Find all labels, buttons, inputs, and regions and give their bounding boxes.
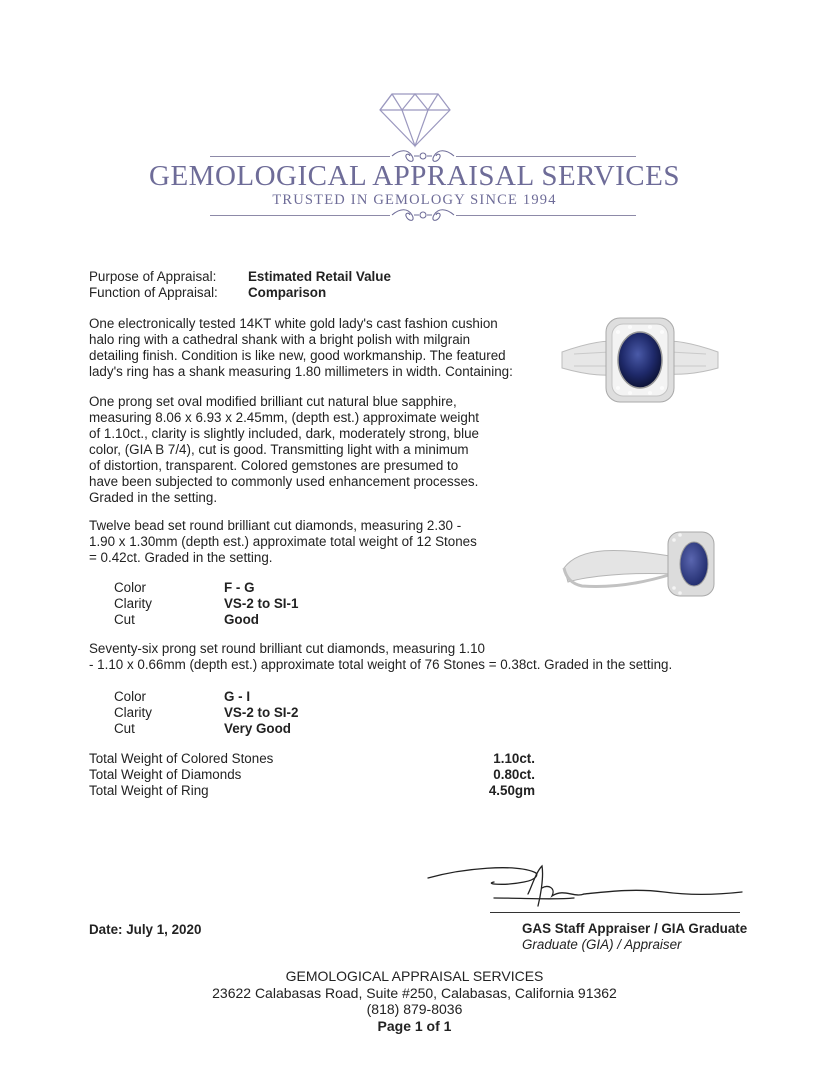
- appraiser-title: GAS Staff Appraiser / GIA Graduate: [522, 921, 748, 936]
- footer-address: 23622 Calabasas Road, Suite #250, Calabasas, California 91362: [212, 985, 617, 1001]
- prong-color-label: Color: [114, 689, 146, 704]
- company-name: GEMOLOGICAL APPRAISAL SERVICES: [149, 160, 680, 192]
- description-line: halo ring with a cathedral shank with a bright polish with milgrain: [89, 332, 471, 347]
- prong-diamonds-description: [89, 641, 729, 673]
- total-ring-weight-value: 4.50gm: [488, 783, 535, 798]
- prong-color-value: G - I: [224, 689, 251, 704]
- sapphire-line: Graded in the setting.: [89, 490, 218, 505]
- total-diamonds-value: 0.80ct.: [493, 767, 535, 782]
- bead-diamonds-line: = 0.42ct. Graded in the setting.: [89, 550, 273, 565]
- description-line: lady's ring has a shank measuring 1.80 millimeters in width. Containing:: [89, 364, 513, 379]
- bead-clarity-label: Clarity: [114, 596, 152, 611]
- total-ring-weight-label: Total Weight of Ring: [89, 783, 209, 798]
- purpose-label: Purpose of Appraisal:: [89, 269, 217, 284]
- description-line: One electronically tested 14KT white gold lady's cast fashion cushion: [89, 316, 498, 331]
- prong-cut-label: Cut: [114, 721, 135, 736]
- appraisal-date: Date: July 1, 2020: [89, 922, 202, 937]
- bead-color-label: Color: [114, 580, 146, 595]
- header-rule-bottom: [456, 215, 636, 216]
- prong-clarity-value: VS-2 to SI-2: [224, 705, 299, 720]
- total-diamonds-label: Total Weight of Diamonds: [89, 767, 242, 782]
- signature-line: [490, 912, 740, 913]
- bead-clarity-value: VS-2 to SI-1: [224, 596, 299, 611]
- sapphire-line: have been subjected to commonly used enhancement processes.: [89, 474, 479, 489]
- appraiser-subtitle: Graduate (GIA) / Appraiser: [522, 937, 682, 952]
- bead-cut-value: Good: [224, 612, 259, 627]
- sapphire-line: of distortion, transparent. Colored gemstones are presumed to: [89, 458, 459, 473]
- bead-diamonds-line: Twelve bead set round brilliant cut diamonds, measuring 2.30 -: [89, 518, 462, 533]
- sapphire-description: [89, 394, 529, 506]
- ring-photo-top-view: [560, 312, 720, 404]
- appraiser-signature: [424, 858, 746, 914]
- function-label: Function of Appraisal:: [89, 285, 218, 300]
- company-tagline: TRUSTED IN GEMOLOGY SINCE 1994: [272, 192, 557, 208]
- page-number: Page 1 of 1: [377, 1018, 452, 1034]
- sapphire-line: measuring 8.06 x 6.93 x 2.45mm, (depth est.) approximate weight: [89, 410, 480, 425]
- total-colored-stones-label: Total Weight of Colored Stones: [89, 751, 274, 766]
- prong-diamonds-line: Seventy-six prong set round brilliant cut diamonds, measuring 1.10: [89, 641, 485, 656]
- diamond-logo-icon: [378, 92, 452, 153]
- prong-clarity-label: Clarity: [114, 705, 152, 720]
- header-rule-bottom: [210, 215, 390, 216]
- purpose-value: Estimated Retail Value: [248, 269, 391, 284]
- ring-description: [89, 316, 529, 380]
- sapphire-line: of 1.10ct., clarity is slightly included, dark, moderately strong, blue: [89, 426, 480, 441]
- bead-color-value: F - G: [224, 580, 255, 595]
- bead-diamonds-line: 1.90 x 1.30mm (depth est.) approximate total weight of 12 Stones: [89, 534, 477, 549]
- footer-company: GEMOLOGICAL APPRAISAL SERVICES: [285, 968, 544, 984]
- footer-phone: (818) 879-8036: [366, 1001, 463, 1017]
- bead-cut-label: Cut: [114, 612, 135, 627]
- header-rule-top: [210, 156, 390, 157]
- prong-diamonds-line: - 1.10 x 0.66mm (depth est.) approximate total weight of 76 Stones = 0.38ct. Graded in the setting.: [89, 657, 673, 672]
- bead-diamonds-description: [89, 518, 529, 566]
- description-line: detailing finish. Condition is like new, good workmanship. The featured: [89, 348, 506, 363]
- total-colored-stones-value: 1.10ct.: [493, 751, 535, 766]
- sapphire-line: color, (GIA B 7/4), cut is good. Transmitting light with a minimum: [89, 442, 469, 457]
- prong-cut-value: Very Good: [224, 721, 291, 736]
- flourish-ornament-icon: [390, 206, 456, 224]
- ring-photo-side-view: [560, 524, 720, 604]
- header-rule-top: [456, 156, 636, 157]
- sapphire-line: One prong set oval modified brilliant cut natural blue sapphire,: [89, 394, 457, 409]
- function-value: Comparison: [248, 285, 327, 300]
